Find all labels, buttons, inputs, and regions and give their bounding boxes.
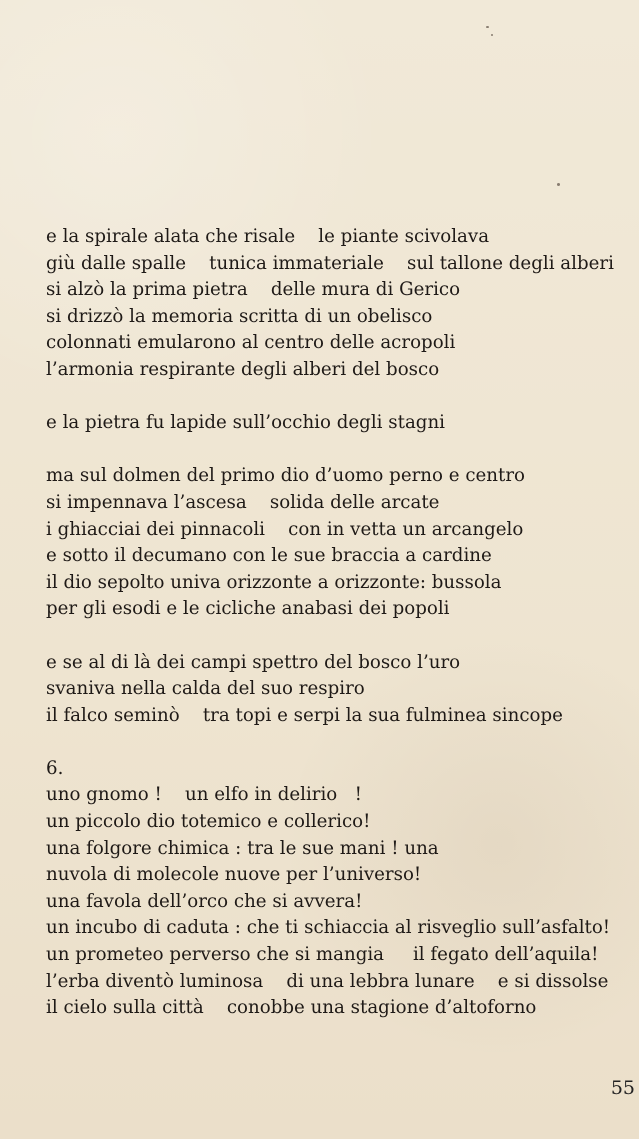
poem-line: una folgore chimica : tra le sue mani ! una (46, 837, 439, 859)
poem-line: si drizzò la memoria scritta di un obelisco (46, 305, 433, 327)
paper-speck (557, 183, 560, 186)
poem-line: e la pietra fu lapide sull’occhio degli stagni (46, 412, 445, 434)
poem-line: un piccolo dio totemico e collerico! (46, 811, 371, 833)
poem-line: svaniva nella calda del suo respiro (46, 678, 365, 700)
stanza-break (46, 437, 632, 464)
stanza-break (46, 623, 632, 650)
section-number: 6. (46, 757, 64, 779)
poem-line: il dio sepolto univa orizzonte a orizzonte: bussola (46, 571, 502, 593)
page-number: 55 (610, 1077, 635, 1099)
poem-line: ma sul dolmen del primo dio d’uomo perno e centro (46, 465, 526, 487)
paper-speck (486, 26, 489, 28)
poem-line: si alzò la prima pietra delle mura di Gerico (46, 279, 461, 301)
poem-line: un incubo di caduta : che ti schiaccia al risveglio sull’asfalto! (46, 917, 611, 939)
stanza-break (46, 384, 632, 411)
poem-line: nuvola di molecole nuove per l’universo! (46, 864, 422, 886)
poem-line: si impennava l’ascesa solida delle arcate (46, 491, 440, 513)
poem-line: l’erba diventò luminosa di una lebbra lunare e si dissolse (46, 970, 609, 992)
poem-line: e se al di là dei campi spettro del bosco l’uro (46, 651, 461, 673)
poem-line: e la spirale alata che risale le piante scivolava (46, 226, 490, 247)
poem-line: l’armonia respirante degli alberi del bosco (46, 358, 440, 380)
poem-line: per gli esodi e le cicliche anabasi dei popoli (46, 598, 450, 620)
poem-line: colonnati emularono al centro delle acropoli (46, 332, 456, 354)
poem-line: uno gnomo ! un elfo in delirio ! (46, 784, 362, 806)
poem-line: i ghiacciai dei pinnacoli con in vetta un arcangelo (46, 518, 524, 540)
poem-line: giù dalle spalle tunica immateriale sul tallone degli alberi (46, 252, 614, 274)
poem-line: una favola dell’orco che si avvera! (46, 890, 363, 912)
poem-line: il cielo sulla città conobbe una stagione d’altoforno (46, 997, 537, 1019)
poem-line: un prometeo perverso che si mangia il fegato dell’aquila! (46, 944, 599, 966)
paper-speck (491, 34, 493, 36)
poem-line: e sotto il decumano con le sue braccia a cardine (46, 545, 492, 567)
poem-line: il falco seminò tra topi e serpi la sua fulminea sincope (46, 704, 563, 726)
poem-text (46, 224, 632, 1022)
stanza-break (46, 729, 632, 756)
